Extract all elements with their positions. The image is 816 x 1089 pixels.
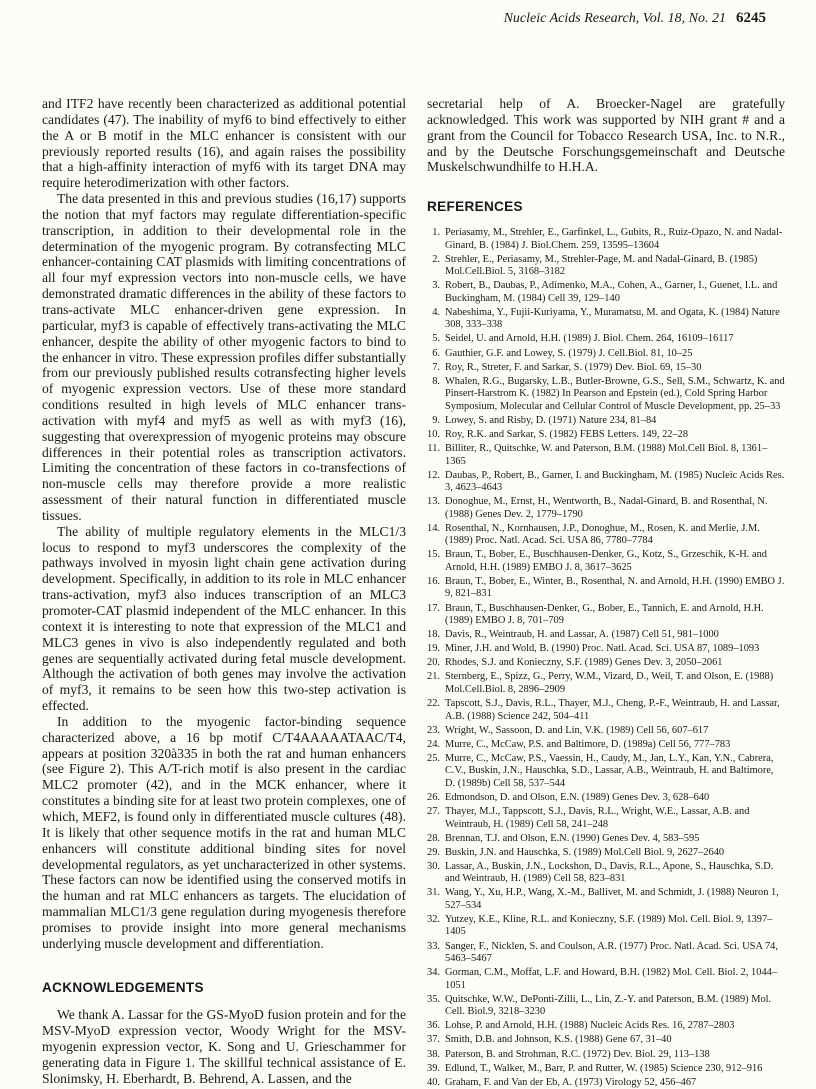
reference-text: Billiter, R., Quitschke, W. and Paterson, B.M. (1988) Mol.Cell Biol. 8, 1361–1365 <box>445 443 768 467</box>
acknowledgements-text: We thank A. Lassar for the GS-MyoD fusion protein and for the MSV-MyoD expression vector, Woody Wright for the MSV-myogenin expression vector, K. Song and U. Grieschammer for generating data in Figure 1. The skillful technical assistance of E. Slonimsky, H. Eberhardt, B. Behrend, A. Lassen, and the <box>42 1007 406 1086</box>
reference-text: Miner, J.H. and Wold, B. (1990) Proc. Natl. Acad. Sci. USA 87, 1089–1093 <box>445 643 760 655</box>
reference-text: Paterson, B. and Strohman, R.C. (1972) Dev. Biol. 29, 113–138 <box>445 1048 710 1060</box>
reference-text: Braun, T., Bober, E., Buschhausen-Denker, G., Kotz, S., Grzeschik, K-H. and Arnold, H.H. (1989) EMBO J. 8, 3617–3625 <box>445 549 767 573</box>
reference-number: 11. <box>427 443 440 454</box>
body-paragraph-1: and ITF2 have recently been characterized as additional potential candidates (47). The inability of myf6 to bind effectively to either the A or B motif in the MLC enhancer is consistent with our previously reported results (16), and again raises the possibility that a high-affinity interaction of myf6 with its target DNA may require heterodimerization with other factors. <box>42 96 406 191</box>
reference-text: Periasamy, M., Strehler, E., Garfinkel, L., Gubits, R., Ruiz-Opazo, N. and Nadal-Ginard, B. (1984) J. Biol.Chem. 259, 13595–13604 <box>445 227 783 251</box>
reference-number: 13. <box>427 496 440 508</box>
reference-number: 28. <box>427 832 440 844</box>
reference-number: 39. <box>427 1062 440 1074</box>
reference-text: Rosenthal, N., Kornhausen, J.P., Donoghue, M., Rosen, K. and Merlie, J.M. (1989) Proc. Natl. Acad. Sci. USA 86, 7780–7784 <box>445 522 760 547</box>
reference-item <box>427 1034 785 1047</box>
reference-number: 35. <box>427 993 440 1005</box>
reference-number: 29. <box>427 846 440 858</box>
reference-number: 12. <box>427 469 440 481</box>
page-number: 6245 <box>736 10 766 26</box>
reference-item <box>427 227 785 252</box>
body-paragraph-4: In addition to the myogenic factor-binding sequence characterized above, a 16 bp motif C/T4AAAAATAAC/T4, appears at position 320à335 in both the rat and human enhancers (see Figure 2). This A/T-rich motif is also present in the cardiac MLC2 promoter (42), and in the MCK enhancer, where it constitutes a binding site for at least two protein complexes, one of which, MEF2, is found only in differentiated muscle cultures (48). It is likely that other sequence motifs in the rat and human MLC enhancers will constitute additional binding sites for novel developmental regulators, as yet uncharacterized in other systems. These factors can now be identified using the conserved motifs in the human and rat MLC enhancers as targets. The elucidation of mammalian MLC1/3 gene regulation during myogenesis therefore promises to provide insight into more general mechanisms underlying muscle development and differentiation. <box>42 713 406 951</box>
right-column <box>427 96 785 1089</box>
reference-text: Lowey, S. and Risby, D. (1971) Nature 234, 81–84 <box>445 414 657 426</box>
reference-text: Smith, D.B. and Johnson, K.S. (1988) Gene 67, 31–40 <box>445 1034 672 1046</box>
left-column <box>42 96 406 1087</box>
journal-citation: Nucleic Acids Research, Vol. 18, No. 21 <box>503 11 726 26</box>
references-heading: REFERENCES <box>427 199 523 215</box>
reference-number: 25. <box>427 752 440 764</box>
reference-number: 21. <box>427 671 440 683</box>
reference-text: Strehler, E., Periasamy, M., Strehler-Page, M. and Nadal-Ginard, B. (1985) Mol.Cell.Biol. 5, 3168–3182 <box>445 253 758 278</box>
reference-item <box>427 698 785 723</box>
reference-item <box>427 1077 785 1089</box>
reference-number: 26. <box>427 791 440 803</box>
reference-item <box>427 348 785 361</box>
reference-text: Gauthier, G.F. and Lowey, S. (1979) J. Cell.Biol. 81, 10–25 <box>445 347 693 359</box>
reference-item <box>427 254 785 279</box>
reference-text: Whalen, R.G., Bugarsky, L.B., Butler-Browne, G.S., Sell, S.M., Schwartz, K. and Pinsert-Harstrom K. (1982) In Pearson and Epstein (ed.), Cold Spring Harbor Symposium, Molecular and Cellular Control of Muscle Development, pp. 25–33 <box>445 375 785 412</box>
reference-item <box>427 753 785 791</box>
reference-number: 3. <box>432 280 440 292</box>
reference-text: Nabeshima, Y., Fujii-Kuriyama, Y., Muramatsu, M. and Ogata, K. (1984) Nature 308, 333–338 <box>445 306 780 331</box>
reference-item <box>427 629 785 642</box>
reference-number: 27. <box>427 806 440 817</box>
reference-text: Davis, R., Weintraub, H. and Lassar, A. (1987) Cell 51, 981–1000 <box>445 629 719 641</box>
reference-item <box>427 1020 785 1033</box>
reference-item <box>427 725 785 738</box>
reference-item <box>427 1063 785 1076</box>
reference-number: 8. <box>432 375 440 387</box>
reference-number: 36. <box>427 1020 440 1032</box>
reference-text: Lohse, P. and Arnold, H.H. (1988) Nucleic Acids Res. 16, 2787–2803 <box>445 1020 735 1032</box>
reference-number: 14. <box>427 522 440 534</box>
reference-number: 24. <box>427 738 440 750</box>
reference-item <box>427 549 785 574</box>
reference-item <box>427 576 785 601</box>
reference-number: 16. <box>427 575 440 587</box>
reference-list <box>427 227 785 1089</box>
reference-text: Murre, C., McCaw, P.S. and Baltimore, D. (1989a) Cell 56, 777–783 <box>445 738 731 750</box>
reference-number: 20. <box>427 657 440 669</box>
reference-item <box>427 307 785 332</box>
reference-text: Edmondson, D. and Olson, E.N. (1989) Genes Dev. 3, 628–640 <box>445 791 710 803</box>
reference-text: Tapscott, S.J., Davis, R.L., Thayer, M.J., Cheng, P.-F., Weintraub, H. and Lassar, A.B. (1988) Science 242, 504–411 <box>445 698 780 722</box>
reference-item <box>427 362 785 375</box>
reference-number: 10. <box>427 428 440 440</box>
reference-item <box>427 470 785 495</box>
reference-text: Braun, T., Buschhausen-Denker, G., Bober, E., Tannich, E. and Arnold, H.H. (1989) EMBO J. 8, 701–709 <box>445 602 764 627</box>
reference-text: Gorman, C.M., Moffat, L.F. and Howard, B.H. (1982) Mol. Cell. Biol. 2, 1044–1051 <box>445 967 778 991</box>
reference-text: Donoghue, M., Ernst, H., Wentworth, B., Nadal-Ginard, B. and Rosenthal, N. (1988) Genes Dev. 2, 1779–1790 <box>445 496 768 520</box>
reference-text: Roy, R.K. and Sarkar, S. (1982) FEBS Letters. 149, 22–28 <box>445 428 689 440</box>
reference-text: Murre, C., McCaw, P.S., Vaessin, H., Caudy, M., Jan, L.Y., Kan, Y.N., Cabrera, C.V., Buskin, J.N., Hauschka, S.D., Lassar, A.B., Weintraub, H. and Baltimore, D. (1989b) Cell 58, 537–544 <box>445 752 774 789</box>
reference-number: 32. <box>427 913 440 925</box>
reference-text: Yutzey, K.E., Kline, R.L. and Konieczny, S.F. (1989) Mol. Cell. Biol. 9, 1397–1405 <box>445 913 773 938</box>
reference-item <box>427 994 785 1019</box>
reference-text: Wang, Y., Xu, H.P., Wang, X.-M., Ballivet, M. and Schmidt, J. (1988) Neuron 1, 527–534 <box>445 887 779 911</box>
reference-item <box>427 739 785 752</box>
reference-item <box>427 792 785 805</box>
reference-item <box>427 861 785 886</box>
reference-item <box>427 1049 785 1062</box>
reference-text: Buskin, J.N. and Hauschka, S. (1989) Mol.Cell Biol. 9, 2627–2640 <box>445 846 725 858</box>
reference-number: 2. <box>432 253 440 265</box>
reference-number: 19. <box>427 643 440 655</box>
reference-number: 4. <box>432 306 440 318</box>
reference-text: Edlund, T., Walker, M., Barr, P. and Rutter, W. (1985) Science 230, 912–916 <box>445 1062 763 1074</box>
reference-item <box>427 429 785 442</box>
reference-number: 1. <box>432 227 440 239</box>
reference-number: 38. <box>427 1048 440 1060</box>
reference-item <box>427 443 785 468</box>
reference-number: 15. <box>427 549 440 561</box>
reference-item <box>427 333 785 346</box>
acknowledgements-heading: ACKNOWLEDGEMENTS <box>42 979 204 995</box>
reference-text: Seidel, U. and Arnold, H.H. (1989) J. Biol. Chem. 264, 16109–16117 <box>445 333 734 345</box>
reference-number: 31. <box>427 887 440 899</box>
reference-text: Sanger, F., Nicklen, S. and Coulson, A.R. (1977) Proc. Natl. Acad. Sci. USA 74, 5463–5467 <box>445 940 778 965</box>
reference-item <box>427 833 785 846</box>
reference-number: 23. <box>427 724 440 736</box>
reference-number: 34. <box>427 967 440 979</box>
reference-item <box>427 496 785 521</box>
reference-number: 17. <box>427 602 440 614</box>
reference-text: Roy, R., Streter, F. and Sarkar, S. (1979) Dev. Biol. 69, 15–30 <box>445 361 702 373</box>
reference-number: 40. <box>427 1076 440 1088</box>
reference-item <box>427 603 785 628</box>
reference-text: Thayer, M.J., Tappscott, S.J., Davis, R.L., Wright, W.E., Lassar, A.B. and Weintraub, H. (1989) Cell 58, 241–248 <box>445 806 750 830</box>
reference-text: Brennan, T.J. and Olson, E.N. (1990) Genes Dev. 4, 583–595 <box>445 832 700 844</box>
reference-item <box>427 671 785 696</box>
reference-item <box>427 643 785 656</box>
reference-text: Rhodes, S.J. and Konieczny, S.F. (1989) Genes Dev. 3, 2050–2061 <box>445 657 723 669</box>
reference-text: Sternberg, E., Spizz, G., Perry, W.M., Vizard, D., Weil, T. and Olson, E. (1988) Mol.Cell.Biol. 8, 2896–2909 <box>445 671 774 695</box>
reference-item <box>427 967 785 992</box>
reference-number: 5. <box>432 333 440 345</box>
reference-item <box>427 415 785 428</box>
reference-text: Daubas, P., Robert, B., Garner, I. and Buckingham, M. (1985) Nucleic Acids Res. 3, 4623–4643 <box>445 469 785 494</box>
reference-number: 9. <box>432 414 440 426</box>
reference-number: 22. <box>427 698 440 710</box>
reference-text: Robert, B., Daubas, P., Adimenko, M.A., Cohen, A., Garner, I., Guenet, I.L. and Buckingham, M. (1984) Cell 39, 129–140 <box>445 280 778 304</box>
reference-text: Graham, F. and Van der Eb, A. (1973) Virology 52, 456–467 <box>445 1076 697 1088</box>
body-paragraph-3: The ability of multiple regulatory elements in the MLC1/3 locus to respond to myf3 underscores the complexity of the pathways involved in myosin light chain gene activation during development. Specifically, in addition to its role in MLC enhancer trans-activation, myf3 also induces transcription of an MLC3 promoter-CAT plasmid independent of the MLC enhancer. In this context it is interesting to note that expression of the MLC1 and MLC3 genes in vivo is also independently regulated and both genes are sequentially activated during fetal muscle development. Although the activation of both genes may involve the activation of myf3, it remains to be seen how this two-step activation is effected. <box>42 523 406 714</box>
reference-item <box>427 523 785 548</box>
reference-text: Quitschke, W.W., DePonti-Zilli, L., Lin, Z.-Y. and Paterson, B.M. (1989) Mol. Cell. Biol.9, 3218–3230 <box>445 993 772 1018</box>
reference-item <box>427 887 785 912</box>
reference-text: Wright, W., Sassoon, D. and Lin, V.K. (1989) Cell 56, 607–617 <box>445 724 709 736</box>
reference-item <box>427 376 785 414</box>
reference-number: 6. <box>432 347 440 359</box>
reference-number: 33. <box>427 940 440 952</box>
reference-item <box>427 806 785 831</box>
reference-number: 30. <box>427 860 440 872</box>
reference-item <box>427 914 785 939</box>
reference-item <box>427 847 785 860</box>
reference-number: 7. <box>432 361 440 373</box>
reference-item <box>427 657 785 670</box>
running-header <box>504 10 766 27</box>
reference-text: Lassar, A., Buskin, J.N., Lockshon, D., Davis, R.L., Apone, S., Hauschka, S.D. and Weintraub, H. (1989) Cell 58, 823–831 <box>445 860 774 885</box>
reference-number: 37. <box>427 1034 440 1046</box>
reference-text: Braun, T., Bober, E., Winter, B., Rosenthal, N. and Arnold, H.H. (1990) EMBO J. 9, 821–831 <box>445 575 785 600</box>
reference-number: 18. <box>427 629 440 641</box>
body-paragraph-2: The data presented in this and previous studies (16,17) supports the notion that myf factors may regulate differentiation-specific transcription, in addition to their developmental role in the determination of the myogenic program. By cotransfecting MLC enhancer-containing CAT plasmids with limiting concentrations of all four myf expression vectors into non-muscle cells, we have demonstrated dramatic differences in the ability of these factors to trans-activate MLC enhancer-driven gene expression. In particular, myf3 is capable of effectively trans-activating the MLC enhancer, despite the ability of other myogenic factors to bind to the enhancer in vitro. These expression profiles differ substantially from our previously published results cotransfecting higher levels of myogenic expression vectors. Use of these more standard conditions resulted in high levels of MLC enhancer trans-activation with myf4 and myf5 as well as with myf3 (16), suggesting that overexpression of myogenic proteins may obscure differences in their potential roles as transcription activators. Limiting the concentration of these factors in co-transfections of non-muscle cells may therefore provide a more realistic assessment of their natural function in differentiated muscle tissues. <box>42 191 406 523</box>
reference-item <box>427 280 785 305</box>
acknowledgements-continued: secretarial help of A. Broecker-Nagel are gratefully acknowledged. This work was supported by NIH grant # and a grant from the Council for Tobacco Research USA, Inc. to N.R., and by the Deutsche Forschungsgemeinschaft and Deutsche Muskelschwundhilfe to H.H.A. <box>427 96 785 175</box>
reference-item <box>427 941 785 966</box>
